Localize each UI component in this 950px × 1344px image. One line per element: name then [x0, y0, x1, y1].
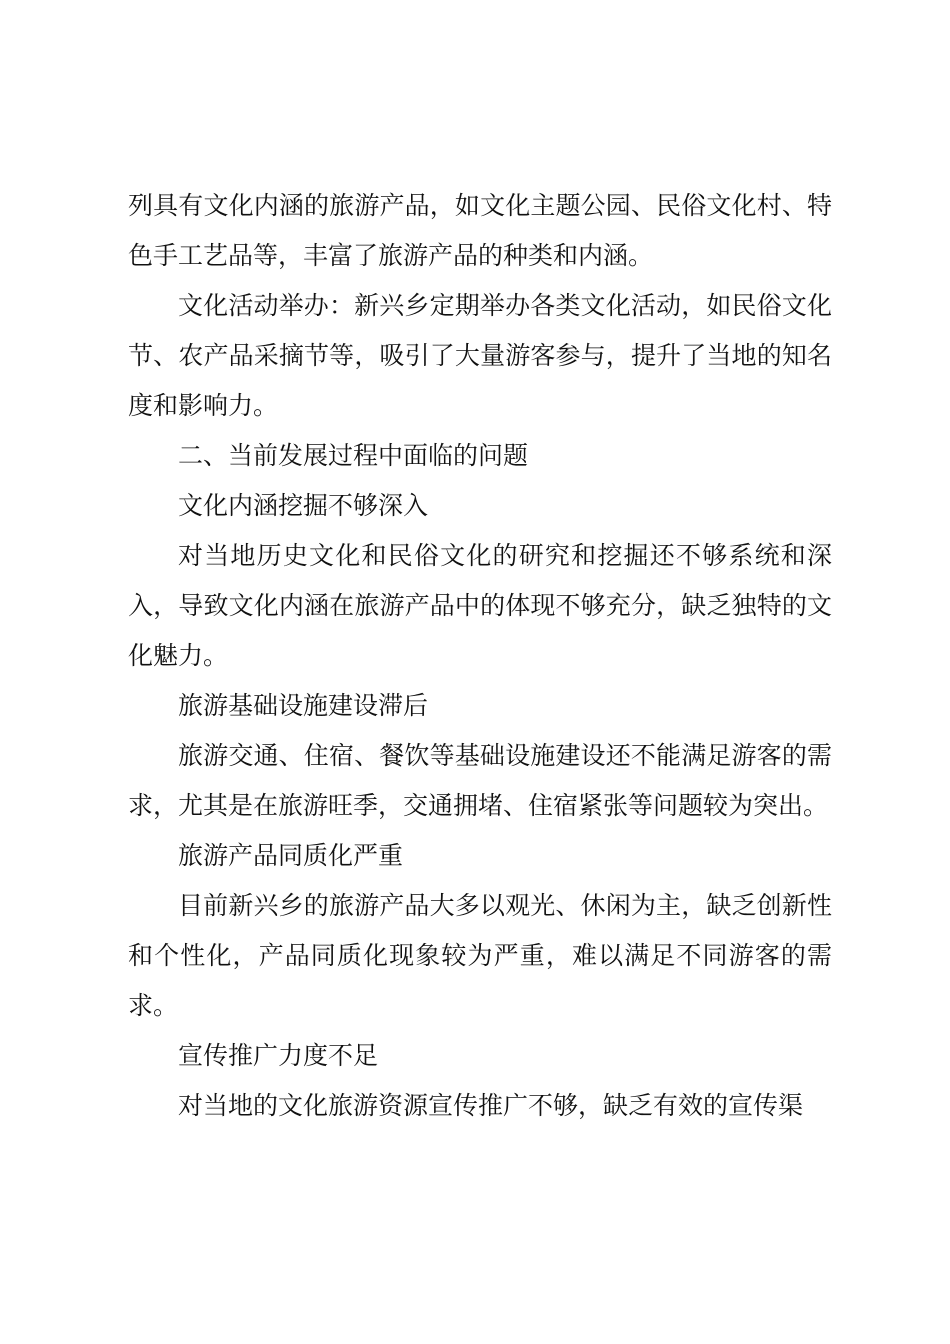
paragraph-cultural-depth: 对当地历史文化和民俗文化的研究和挖掘还不够系统和深入，导致文化内涵在旅游产品中的体现不够充分，缺乏独特的文化魅力。	[128, 541, 832, 670]
paragraph-homogenization: 目前新兴乡的旅游产品大多以观光、休闲为主，缺乏创新性和个性化，产品同质化现象较为严重，难以满足不同游客的需求。	[128, 891, 832, 1020]
document-page	[128, 181, 832, 1131]
paragraph-infrastructure: 旅游交通、住宿、餐饮等基础设施建设还不能满足游客的需求，尤其是在旅游旺季，交通拥堵、住宿紧张等问题较为突出。	[128, 741, 832, 820]
section-heading-problems: 二、当前发展过程中面临的问题	[178, 441, 529, 470]
subheading-promotion: 宣传推广力度不足	[178, 1041, 379, 1070]
paragraph-cultural-activities: 文化活动举办：新兴乡定期举办各类文化活动，如民俗文化节、农产品采摘节等，吸引了大量游客参与，提升了当地的知名度和影响力。	[128, 291, 832, 420]
paragraph-promotion: 对当地的文化旅游资源宣传推广不够，缺乏有效的宣传渠	[178, 1091, 804, 1120]
subheading-cultural-depth: 文化内涵挖掘不够深入	[178, 491, 429, 520]
subheading-infrastructure: 旅游基础设施建设滞后	[178, 691, 429, 720]
paragraph-continuation: 列具有文化内涵的旅游产品，如文化主题公园、民俗文化村、特色手工艺品等，丰富了旅游产品的种类和内涵。	[128, 191, 832, 270]
subheading-homogenization: 旅游产品同质化严重	[178, 841, 404, 870]
